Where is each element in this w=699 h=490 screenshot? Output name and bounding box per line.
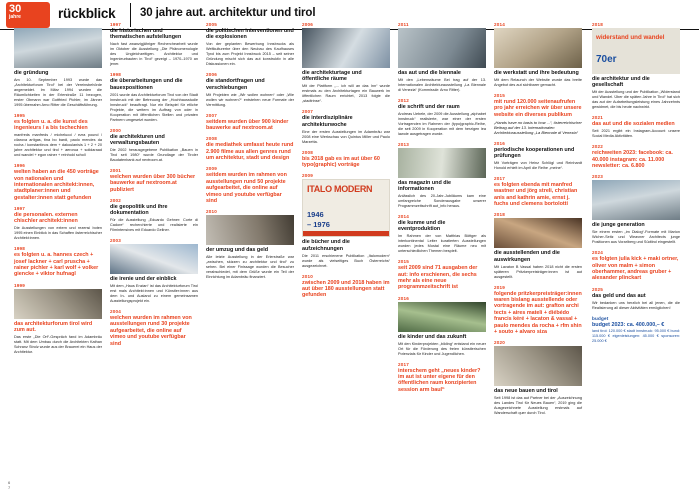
entry — [110, 22, 198, 67]
entry — [592, 22, 680, 110]
entry-photo — [494, 346, 582, 386]
entry-year: 2011 — [398, 22, 409, 27]
entry-heading: es folgten ebenda mit manfred wastner und jörg streli, christian anis and kathrin amie, ernst j. fuchs und clemens bortolotti — [494, 181, 578, 208]
entry-text: land tirol: 120.000 € stadt innsbruck: 95.000 € bund: 115.000 € eigenleistungen: 45.000 € sponsoren: 25.000 € — [592, 329, 680, 344]
entry-heading: die mediathek umfasst heute rund 2.900 filme aus allen genres rund um architektur, stadt und design — [206, 142, 294, 161]
entry — [592, 316, 680, 345]
entry-photo — [14, 28, 102, 68]
entry — [592, 250, 680, 282]
entry-text: Die 2011 erschienene Publikation „Italomodern“ wurde als vielseitiges Buch Österreichs“ ausgezeichnet. — [302, 253, 390, 268]
entry-year: 2000 — [110, 127, 122, 133]
entry-heading: die werkstatt und ihre bedeutung — [494, 70, 579, 76]
entry-text: Sie einem ersten „im Dialog“-Formate mit Marion Wicher-Seitz und Weavner Architects junge Positionen aus Vorarlberg und Südtirol eingestellt. — [592, 230, 680, 245]
entry-year: 2024 — [592, 250, 604, 256]
entry-year: 2012 — [398, 97, 410, 103]
entry-heading: interschem geht „neues kinder? im aut ist unter eigene für den öffentlichen raum konzipierten session arm baul“ — [398, 367, 481, 393]
entry-heading: die historischen und thematischen aufstellungen — [110, 28, 182, 41]
entry — [592, 174, 680, 245]
entry-heading: die gründung — [14, 70, 49, 76]
entry-text: Mit den „Lebensräume Bei trag auf der 13. Internationalen Architekturausstellung „La Biennale di Venezia“ (Kommissär: Arno Ritter). — [398, 77, 486, 92]
entry — [398, 214, 486, 254]
entry — [494, 340, 582, 416]
entry-text: Mit der Ausstellung und der Publikation „Widerstand und Wandel. Über die späten Jahre in Tirol“ hat sich das aut der Aufarbeitungsleistung eines Jahrzehnts gewidmet, die bis heute nachwirkt. — [592, 90, 680, 110]
entry-photo — [206, 215, 294, 245]
entry-year: 2016 — [398, 295, 410, 301]
entry-heading: die schrift und der raum — [398, 103, 460, 110]
entry-heading: die junge generation — [592, 222, 645, 229]
entry-heading: mit rund 120.000 seitenaufrufen pro jahr erreichen wir über unsere website ein diverses publikum — [494, 98, 582, 118]
entry-year: 2014 — [398, 214, 410, 219]
entry-photo — [592, 180, 680, 220]
col-3 — [206, 22, 294, 285]
entry — [206, 209, 294, 280]
entry-heading: das magazin und die informationen — [398, 179, 452, 193]
entry-heading: seit 2009 sind 71 ausgaben der aut: info erschienen, die sechs mehr als eine neue programmzeitschrift ist — [398, 265, 478, 291]
entry-heading: die politischen interventionen und die explosionen — [206, 28, 294, 41]
italo-modern-poster — [302, 179, 390, 237]
entry-year: 2022 — [592, 144, 604, 150]
entry — [398, 142, 486, 209]
entry-heading: die kunme und die eventproduktion — [398, 220, 446, 233]
entry-text: Im Rahmen der von Matthias Böttger als interkontinental Leiter kuratierten Ausstellungen wurden jedes Mostal eine Räume neu mit unterschiedlichen Themen bespielt. — [398, 234, 486, 254]
entry-year: 2013 — [398, 141, 410, 147]
entry — [592, 287, 680, 311]
entry-year: 2006 — [302, 22, 314, 27]
col-4 — [302, 22, 390, 304]
entry — [110, 198, 198, 233]
entry — [494, 212, 582, 279]
entry — [14, 22, 102, 108]
entry-heading: budget 2023: ca. 400.000,– € — [592, 321, 665, 328]
entry — [110, 309, 198, 347]
entry-text: Mit der Plattform „... ich will an das Inn“ wurde erstmals zu den Architekturtagen ein Bauwerk im öffentlichen Raum errichtet, 2013 folgte die „stadtrinse“. — [302, 84, 390, 104]
entry-photo — [494, 218, 582, 248]
entry-photo — [398, 148, 486, 178]
entry-year: 2009 — [302, 173, 314, 179]
entry-year: 1997 — [110, 22, 122, 27]
entry-year: 1995 — [14, 112, 26, 118]
entry — [494, 141, 582, 171]
entry — [592, 144, 680, 169]
entry-year: 2017 — [494, 175, 506, 181]
entry-text: Die Ausstellungen von extern und rezensi boten 1995 einen Einblick in das Schaffen österreichischer Architekt:innen. — [14, 226, 102, 241]
entry-year: 2015 — [494, 92, 506, 98]
entry-year: 2009 — [206, 166, 218, 172]
col-7 — [592, 22, 680, 349]
entry-heading: die interdisziplinäre architekturwoche — [302, 115, 353, 128]
entry-text: Nach fast zwanzigjähriger Recherchearbeit wurde im Oktober die Ausstellung „Die Phänomenologie des Ungleichzeitigen. Architektur und Ingenieurbauten in Tirol“ gezeigt – 1970–1970 an jener. — [110, 42, 198, 67]
col-1 — [14, 22, 102, 360]
entry-heading: die standortfragen und verschiebungen — [206, 78, 265, 91]
entry-text: Andreas Uebele, der 2009 die Ausstellung „alphabet innsbruck“ realisierte, war einer der ersten Vortragenden im Rahmen der (typo)graphic-Reihe, die seit 2009 in Kooperation mit dem herzigen lea lawole ausgetragen wurde. — [398, 111, 486, 136]
entry — [494, 285, 582, 336]
logo-number: 30 — [9, 3, 22, 15]
entry-heading: reichweiten 2023: facebook: ca. 40.000 instagram: ca. 11.000 newsletter: ca. 6.800 — [592, 150, 673, 169]
entry-year: 1998 — [14, 246, 26, 252]
entry-heading: es folgten u. a. hannes czech + josef lackner + carl pruscha + rainer pichler + karl wolf + volker giencke + viktor hufnagl — [14, 252, 99, 278]
entry-year: 2005 — [206, 22, 218, 27]
entry-year: 2017 — [398, 361, 410, 367]
entry — [302, 150, 390, 169]
entry-text: Das erste „Die Orf“-Gespräch fand im Adambräu statt. Mit dem Umbau durch die Architekten Kathan Schranz Strolz wurde aus der Brauerei ein Haus der Architektur. — [14, 335, 102, 354]
entry-heading: das aut und die biennale — [398, 70, 461, 76]
entry — [206, 72, 294, 107]
entry — [14, 283, 102, 355]
page-number-right: 7 — [8, 485, 11, 490]
entry-text: Eine der ersten Ausstellungen im Adambräu war 2008 eine Werkschau von Quintus Miller und Paolo Marzetta. — [302, 129, 390, 144]
entry-quote: „Hands have no basis to how ...“, österreichischer Beitrag auf der 13. Internationalen Architekturausstellung „La Biennale di Venezia“ — [494, 119, 582, 136]
entry — [302, 22, 390, 104]
entry-text: Mit Projekten wie „Wir wollen wohnen“ oder „Wie wollen wir wohnen?“ entstehen neue Formate der Vermittlung. — [206, 92, 294, 107]
col-2 — [110, 22, 198, 352]
entry-year: 2008 — [206, 136, 218, 142]
entry-year: 2002 — [110, 197, 122, 203]
entry — [494, 176, 582, 208]
entry — [494, 93, 582, 136]
entry-year: 2015 — [398, 259, 410, 265]
entry — [110, 168, 198, 193]
entry-heading: seitdem wurden im rahmen von ausstellungen rund 50 projekte aufgearbeitet, die online auf vimeo und youtube verfügbar sind — [206, 172, 287, 204]
entry — [110, 238, 198, 304]
entry — [302, 173, 390, 268]
entry-text: Mit Vorträgen von Heinz Schlögl und Reinhardt Honold erhielt im April die Reihe „meine“. — [494, 160, 582, 170]
col-5 — [398, 22, 486, 398]
entry-year: 2025 — [592, 286, 604, 292]
entry-year: budget — [592, 315, 609, 321]
entry-heading: es folgten u. a. die kunst des ingenieurs / a bis tschechien — [14, 118, 88, 132]
entry-heading: das architekturforum tirol wird zum aut. — [14, 320, 93, 334]
entry-year: 2023 — [592, 174, 604, 180]
entry — [206, 113, 294, 132]
entry — [398, 259, 486, 291]
widerstand-poster — [592, 28, 680, 74]
entry-year: 2003 — [110, 238, 122, 244]
poster-decade: 70er — [596, 54, 617, 65]
poster-title: ITALO MODERN — [307, 184, 373, 195]
entry-text: Mit den Kinderprojekten „bilding“ entstand ein neuer Ort für die Förderung des freien künstlerischen Potenzials für Kinder und Jugendlichen. — [398, 341, 486, 356]
entry-heading: die überarbeitungen und die bauexpositionen — [110, 78, 183, 91]
entry — [110, 128, 198, 163]
entry — [110, 72, 198, 122]
entry-text: manfreds manfreds / michelucci / ezra pound / cilarova artigas, tina bo bardi, paolo mendes da rocha / konstantinos dem + dakoulanisis 1 + 2 + 20 jahre architektur und tirol + aerorua + solidaraad und wandel + egon rainer + reinhold scholl — [14, 133, 102, 158]
entry-year: 1997 — [14, 206, 26, 211]
col-6 — [494, 22, 582, 421]
poster-year-end: – 1976 — [307, 220, 330, 230]
entry-photo — [494, 28, 582, 68]
poster-title: widerstand und wandel — [596, 34, 665, 41]
entry-year: 1998 — [110, 72, 122, 78]
entry-year: 2014 — [494, 22, 506, 27]
entry-year: 1993 — [14, 22, 26, 27]
entry-text: Für die Ausstellung „Eduardo Gehner: Corte di Cadore“ recherchierte und realisierte ein Filmintensives mit Eduardo Gellner. — [110, 218, 198, 233]
entry-year: 2001 — [110, 167, 122, 173]
entry-year: 1996 — [14, 163, 26, 169]
entry-photo — [398, 28, 486, 68]
entry-text: Von der geplanten Bewerbung Innsbrucks als Weltkulturerbe über den Neubau des Kaufhauses Tyrol bis zum Projekt Innsbruck 2015 – seit seiner Gründung mischt sich das aut konstruktiv in alle Diskussionen ein. — [206, 42, 294, 67]
entry-text: Seit 2021 ergibt ein Instagram-Account unsere Social Media Aktivitäten. — [592, 129, 680, 139]
page-title: rückblick — [58, 6, 116, 21]
entry-year: 2010 — [302, 273, 314, 279]
page-number-left: 6 — [8, 480, 11, 485]
entry-heading: welten haben an die 450 vorträge von nationalen und internationalen architekt:innen, stadtplaner:innen und gestalter:innen statt gefunden — [14, 169, 99, 201]
logo-sub: jahre — [9, 14, 21, 20]
entry — [398, 362, 486, 394]
entry-year: 2021 — [592, 115, 604, 121]
entry-heading: folgende pritzkerpreisträger:innen waren bislang ausstellende oder vortragende im aut: grafton archi tects + aires mateli + diébédo francis kéré + lacaton & vassal + paulo mendes da rocha + rfm shin + souto + alvaro siza — [494, 290, 582, 335]
entry-heading: seitdem wurden über 900 kinder bauwerke auf nextroom.at — [206, 118, 289, 131]
entry — [398, 22, 486, 93]
entry — [302, 109, 390, 144]
entry-photo — [302, 28, 390, 68]
entry-photo — [110, 244, 198, 274]
entry — [206, 136, 294, 161]
entry — [592, 115, 680, 139]
entry-heading: die ausstellenden und die auswirkungen — [494, 250, 560, 263]
entry-heading: das aut und die sozialen medien — [592, 121, 675, 128]
entry-year: 2007 — [206, 112, 218, 118]
entry-heading: die architekturen und verwaltungsbauten — [110, 133, 165, 146]
entry — [398, 98, 486, 137]
entry-heading: die personalen. externen chischler architekt:innen — [14, 212, 78, 225]
entry-photo — [398, 302, 486, 332]
entry-text: Am 10. September 1993 wurde das „Architekturforum Tirol“ bei der Vereinsbehörde angemeldet. Im März 1994 wurden die Räumlichkeiten in der Erlerstraße 11 bezogen, erster Obmann war Gottfried Pichler, im Jänner 1995 übernahm Arno Ritter die Geschäftsführung. — [14, 77, 102, 107]
entry-year: 1999 — [14, 282, 26, 288]
entry-heading: die kinder und das zukunft — [398, 333, 467, 340]
entry-heading: das geld und das aut — [592, 292, 646, 299]
entry-heading: zwischen 2009 und 2018 haben im aut über 180 ausstellungen statt gefunden — [302, 279, 390, 299]
entry — [206, 22, 294, 67]
entry — [14, 163, 102, 201]
entry-heading: das neue bauen und tirol — [494, 388, 558, 395]
entry — [494, 22, 582, 88]
entry-text: Anlässlich des 20-Jahr-Jubiläums kam eine umfangreiche Sonderausgabe unserer Programmzeitschrift aut_info heraus. — [398, 194, 486, 208]
entry-year: 2018 — [592, 22, 604, 27]
entry-heading: die irenie und der einblick — [110, 276, 177, 283]
entry-year: 2016 — [494, 140, 506, 146]
entry-year: 2020 — [494, 340, 506, 346]
entry-text: 2001 wurde das Architekturforum Tirol von der Stadt Innsbruck mit der Betreuung der „Hochhausstudie Innsbruck“ beauftragt. Nur ein Beispiel für etliche Projekte, die weitem im Auftrag von oder in Kooperation mit öffentlichen Stellen und privaten Partnern umgesetzt wurden. — [110, 92, 198, 122]
entry-heading: der umzug und das geld — [206, 247, 268, 254]
entry — [14, 246, 102, 278]
entry-heading: die geopolitik und ihre dokumentation — [110, 203, 168, 217]
entry-year: 2007 — [302, 109, 314, 115]
entry-text: Mit Lavaton B Vassal haben 2018 nicht die ersten späteren Pritzkerpreisträger:innen ist aut ausgestellt. — [494, 264, 582, 279]
poster-bar — [303, 231, 390, 236]
entry-heading: bis 2018 gab es im aut über 60 typo(graphic) vorträge — [302, 155, 380, 168]
entry-year: 2006 — [206, 72, 218, 78]
entry-heading: welchen wurden im rahmen von ausstellungen rund 30 projekte aufgearbeitet, die online auf vimeo und youtube verfügbar sind — [110, 315, 192, 347]
entry-heading: welchen wurden über 300 bücher bauwerke auf nextroom.at publiziert — [110, 173, 196, 193]
entry-year: 2018 — [494, 212, 506, 218]
entry-text: Mit dem „Haus Enzian“ ist das Architekturforum Tirol erst mals Architekt:innen und Künstler:innen aus dem In- und Ausland zu einem gemeinsamen Ausstellungsprojekt ein. — [110, 284, 198, 303]
poster-year-start: 1946 — [307, 210, 324, 220]
entry-text: Mit dem Relaunch der Website wurde das breite Angebot des aut sichtbarer gemacht. — [494, 77, 582, 87]
entry-year: 2010 — [206, 209, 218, 215]
entry — [302, 274, 390, 299]
entry-text: Seit 1998 ist das aut Partner bei der „Auszeichnung des Landes Tirol für Neues Bauen“, 2019 ging die Ausgezeichnete Ausstellung erstmals auf Wanderschaft quer durch Tirol. — [494, 396, 582, 416]
page-subtitle: 30 jahre aut. architektur und tirol — [140, 7, 316, 19]
entry — [14, 206, 102, 241]
entry-heading: die architektur und die gesellschaft — [592, 76, 650, 89]
entry-year: 2008 — [302, 149, 314, 155]
entry-heading: die architekturtage und öffentliche räume — [302, 70, 362, 83]
entry — [398, 296, 486, 357]
entry — [14, 113, 102, 158]
entry-text: Wir bedanken uns herzlich bei all jenen, die die Realisierung all dieser Aktivitäten ermöglichen! — [592, 300, 680, 310]
entry — [206, 166, 294, 204]
entry-text: Alle letzte Ausstellung in der Erlerstraße war „zwischen, skizzen zu architektur und tirol“ zu sehen. Bei einer Finissage wurden die Besucher verabschiedet, mit dem Grüße wurde ein Teil der Einrichtung im Adambräu finanziert. — [206, 255, 294, 280]
entry-photo — [14, 289, 102, 319]
entry-heading: es folgten julia kick + maki ortner, oliver von malm + simon oberhammer, andreas gruber + alexander plinckart — [592, 256, 679, 282]
entry-text: Die 2002 herausgegebene Publikation „Bauen in Tirol seit 1980“ wurde Grundlage der Tiroler Baudatenbank auf nextroom.at. — [110, 147, 198, 162]
entry-heading: die bücher und die aufzeichnungen — [302, 239, 350, 252]
entry-year: 2004 — [110, 309, 122, 314]
entry-heading: periodische kooperationen und prüfungen — [494, 146, 575, 160]
entry-year: 2019 — [494, 284, 506, 290]
